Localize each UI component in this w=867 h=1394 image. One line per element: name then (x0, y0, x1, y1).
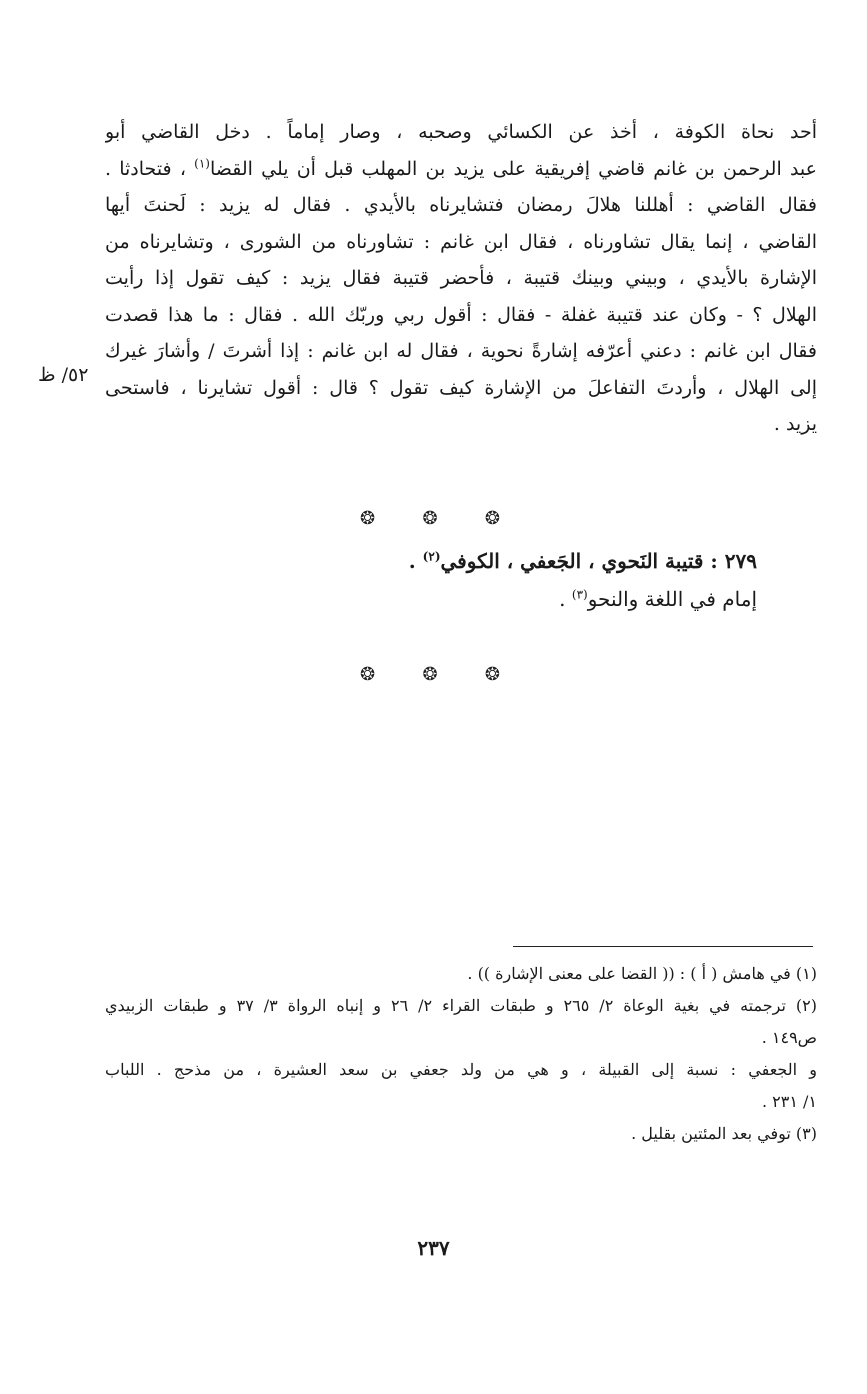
footnote-2-line: و الجعفي : نسبة إلى القبيلة ، و هي من ولد جعفي بن سعد العشيرة ، من مذحج . اللباب (105, 1060, 817, 1079)
ornament-icon: ❂ (360, 508, 376, 529)
manuscript-folio-note: ٥٢/ ظ (38, 364, 89, 386)
footnotes-block (105, 958, 817, 1150)
footnote-2-line: ص١٤٩ . (761, 1028, 817, 1047)
section-separator-top (360, 508, 500, 529)
text-segment: ، فتحادثا . (105, 157, 195, 180)
page-number: ٢٣٧ (417, 1236, 450, 1260)
section-separator-bottom (360, 664, 500, 685)
entry-subtext (380, 580, 757, 618)
text-line (105, 151, 817, 188)
ornament-icon: ❂ (484, 664, 500, 685)
text-line: أحد نحاة الكوفة ، أخذ عن الكسائي وصحبه ، وصار إماماً . دخل القاضي أبو (105, 121, 817, 143)
text-line: الهلال ؟ - وكان عند قتيبة غفلة - فقال : أقول ربي وربّك الله . فقال : ما هذا قصدت (105, 303, 817, 326)
text-line: إلى الهلال ، وأردتَ التفاعلَ من الإشارة كيف تقول ؟ قال : أقول تشايرنا ، فاستحى (105, 376, 817, 399)
entry-heading-text: ٢٧٩ : قتيبة النَحوي ، الجَعفي ، الكوفي (440, 549, 757, 573)
entry-subtext-end: . (559, 587, 572, 611)
footnote-divider (513, 946, 813, 947)
ornament-icon: ❂ (484, 508, 500, 529)
main-text-block (105, 114, 817, 443)
text-line: فقال القاضي : أهللنا هلالَ رمضان فتشايرناه بالأيدي . فقال له يزيد : لَحنتَ أيها (105, 194, 817, 216)
ornament-icon: ❂ (360, 664, 376, 685)
ornament-icon: ❂ (422, 664, 438, 685)
footnote-ref: (١) (194, 156, 210, 171)
footnote-3: (٣) توفي بعد المئتين بقليل . (631, 1124, 817, 1143)
footnote-ref: (٢) (422, 549, 441, 564)
biography-entry (380, 542, 757, 618)
text-line: القاضي ، إنما يقال تشاورناه ، فقال ابن غانم : تشاورناه من الشورى ، وتشايرناه من (105, 230, 817, 253)
entry-heading-end: . (408, 549, 423, 573)
entry-heading (409, 549, 757, 573)
entry-subtext-text: إمام في اللغة والنحو (587, 587, 757, 611)
footnote-ref: (٣) (571, 587, 588, 602)
footnote-2-line: ١/ ٢٣١ . (761, 1092, 817, 1111)
text-line: الإشارة بالأيدي ، وبيني وبينك قتيبة ، فأحضر قتيبة فقال يزيد : كيف تقول إذا رأيت (105, 267, 817, 289)
footnote-1: (١) في هامش ( أ ) : (( القضا على معنى الإشارة )) . (467, 964, 817, 983)
text-segment: عبد الرحمن بن غانم قاضي إفريقية على يزيد بن المهلب قبل أن يلي القضا (209, 157, 817, 180)
text-line: فقال ابن غانم : دعني أعرّفه إشارةً نحوية ، فقال له ابن غانم : إذا أشرتَ / وأشارَ غيرك (105, 340, 817, 362)
ornament-icon: ❂ (422, 508, 438, 529)
footnote-2-line: (٢) ترجمته في بغية الوعاة ٢/ ٢٦٥ و طبقات القراء ٢/ ٢٦ و إنباه الرواة ٣/ ٣٧ و طبقات الزبيدي (105, 996, 817, 1015)
text-line: يزيد . (773, 413, 817, 435)
